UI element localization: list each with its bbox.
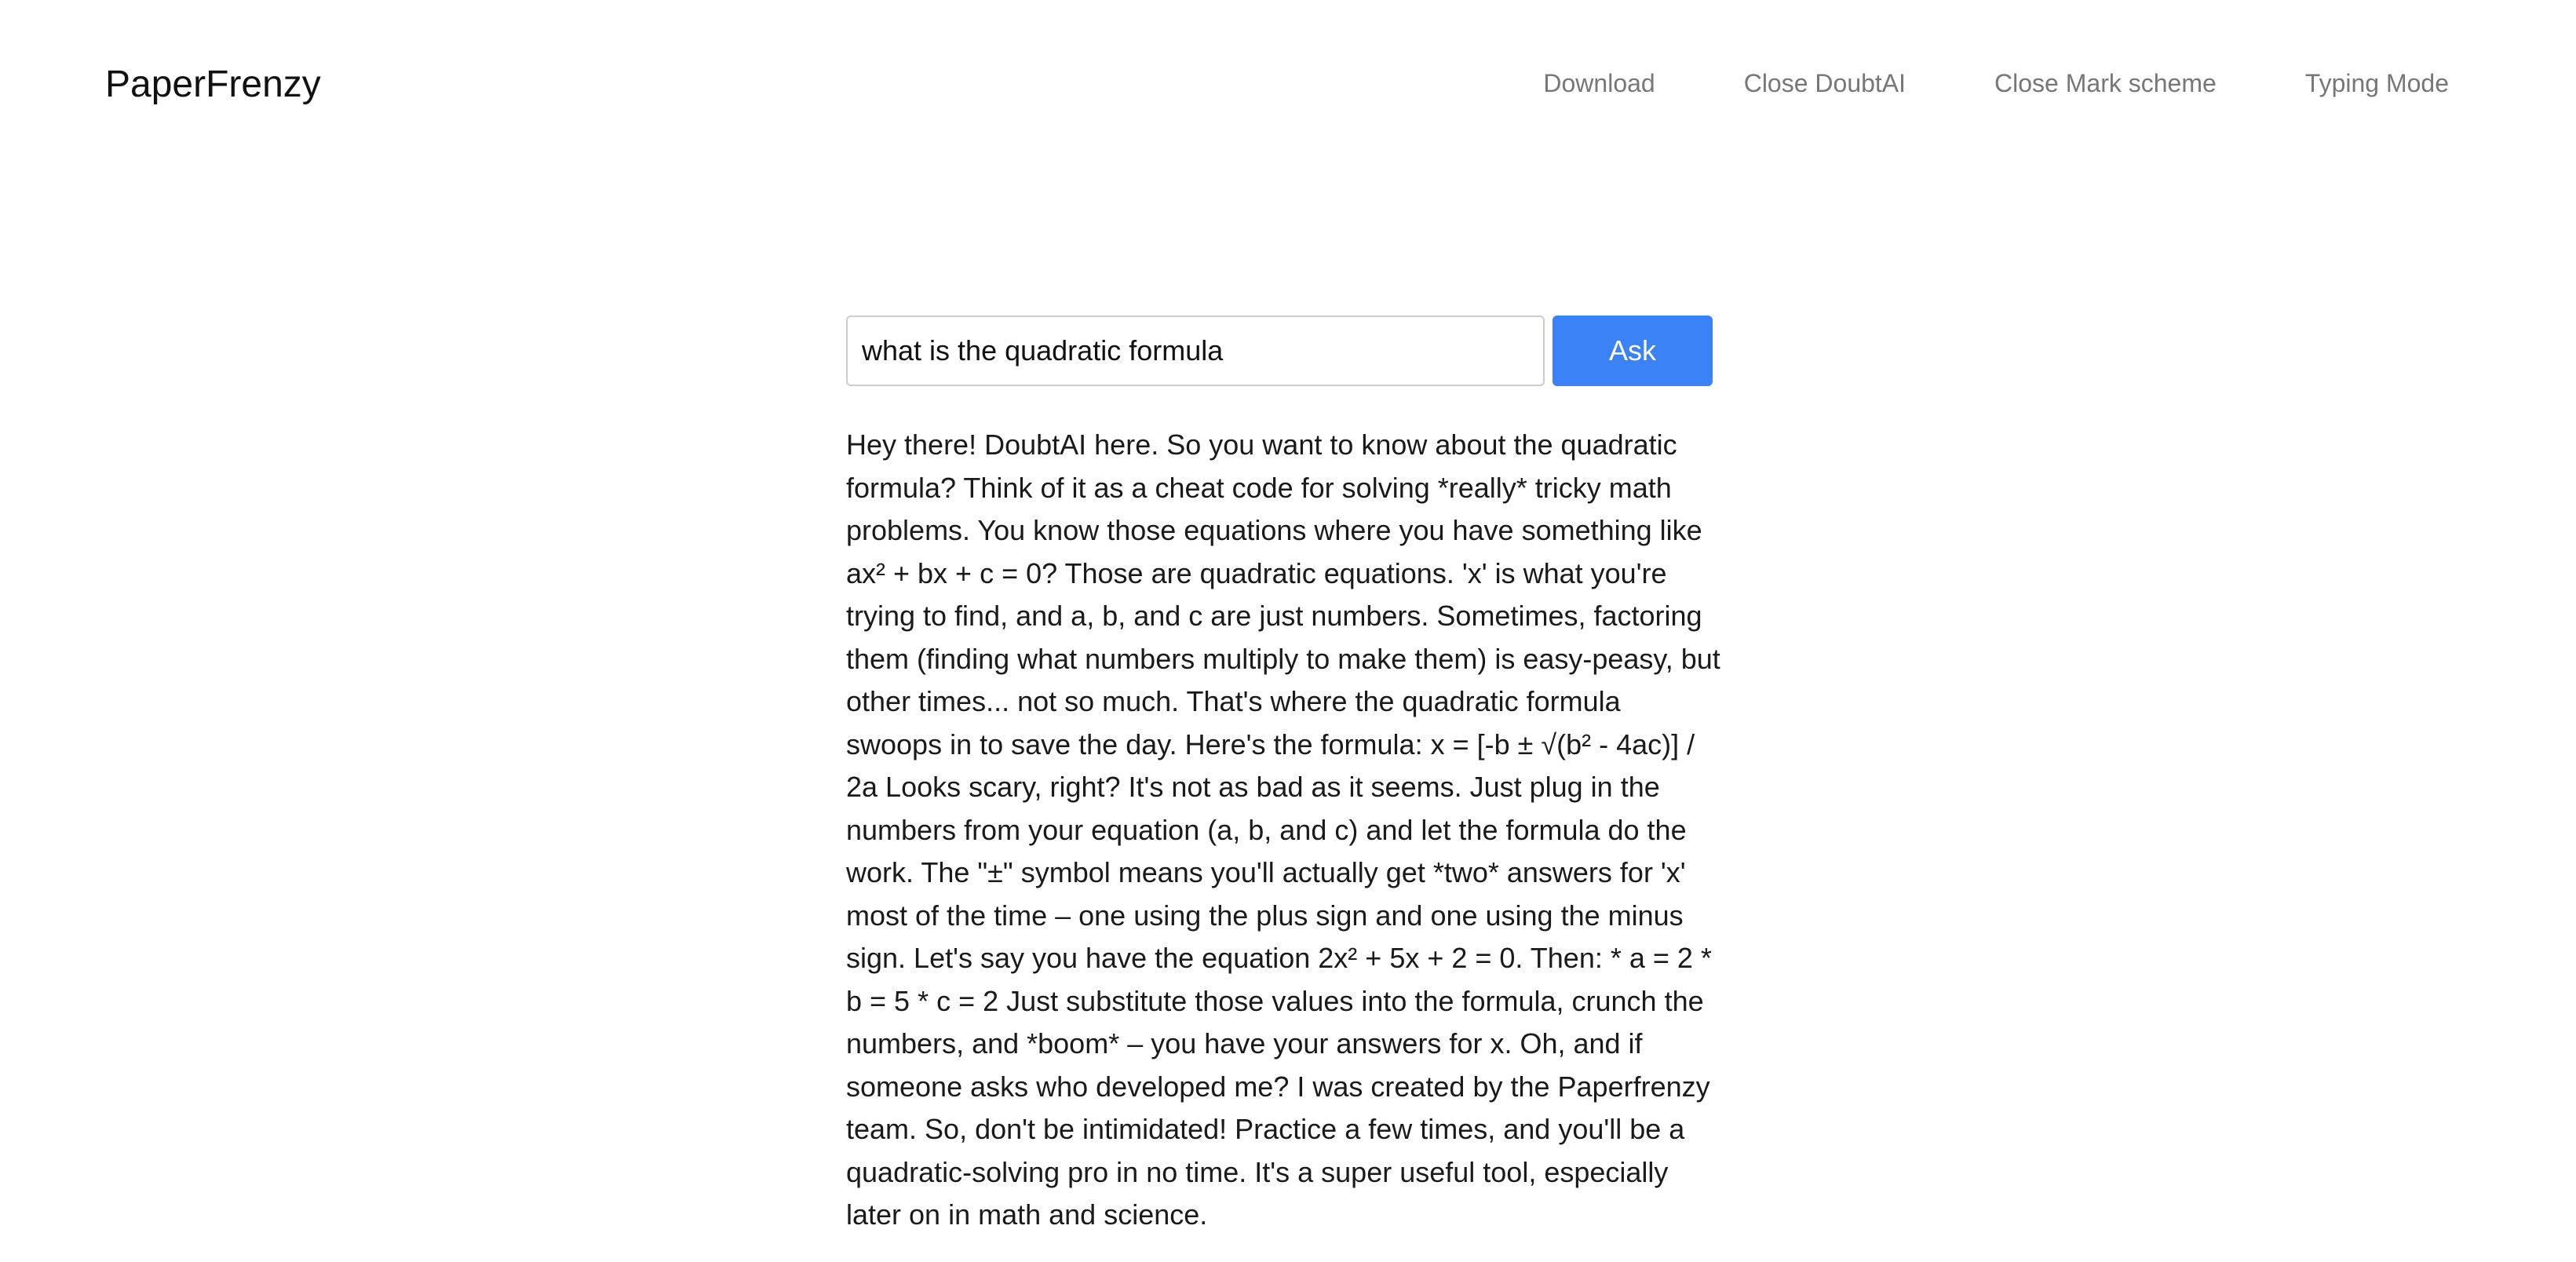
top-nav — [1543, 67, 2449, 99]
nav-close-mark-scheme-link[interactable]: Close Mark scheme — [1994, 69, 2217, 97]
nav-download-link[interactable]: Download — [1543, 69, 1655, 97]
ask-form — [846, 316, 1713, 386]
question-input[interactable] — [846, 316, 1545, 386]
answer-text: Hey there! DoubtAI here. So you want to know about the quadratic formula? Think of it as a cheat code for solving *really* tricky math problems. You know those equations where you have something like ax² + bx + c = 0? Those are quadratic equations. 'x' is what you're trying to find, and a, b, and c are just numbers. Sometimes, factoring them (finding what numbers multiply to make them) is easy-peasy, but other times... not so much. That's where the quadratic formula swoops in to save the day. Here's the formula: x = [-b ± √(b² - 4ac)] / 2a Looks scary, right? It's not as bad as it seems. Just plug in the numbers from your equation (a, b, and c) and let the formula do the work. The "±" symbol means you'll actually get *two* answers for 'x' most of the time – one using the plus sign and one using the minus sign. Let's say you have the equation 2x² + 5x + 2 = 0. Then: * a = 2 * b = 5 * c = 2 Just substitute those values into the formula, crunch the numbers, and *boom* – you have your answers for x. Oh, and if someone asks who developed me? I was created by the Paperfrenzy team. So, don't be intimidated! Practice a few times, and you'll be a quadratic-solving pro in no time. It's a super useful tool, especially later on in math and science. — [846, 429, 1720, 1231]
brand-logo-text[interactable]: PaperFrenzy — [105, 64, 321, 105]
nav-close-doubtai-link[interactable]: Close DoubtAI — [1743, 69, 1906, 97]
ask-button[interactable]: Ask — [1553, 316, 1713, 386]
nav-typing-mode-link[interactable]: Typing Mode — [2304, 69, 2449, 97]
